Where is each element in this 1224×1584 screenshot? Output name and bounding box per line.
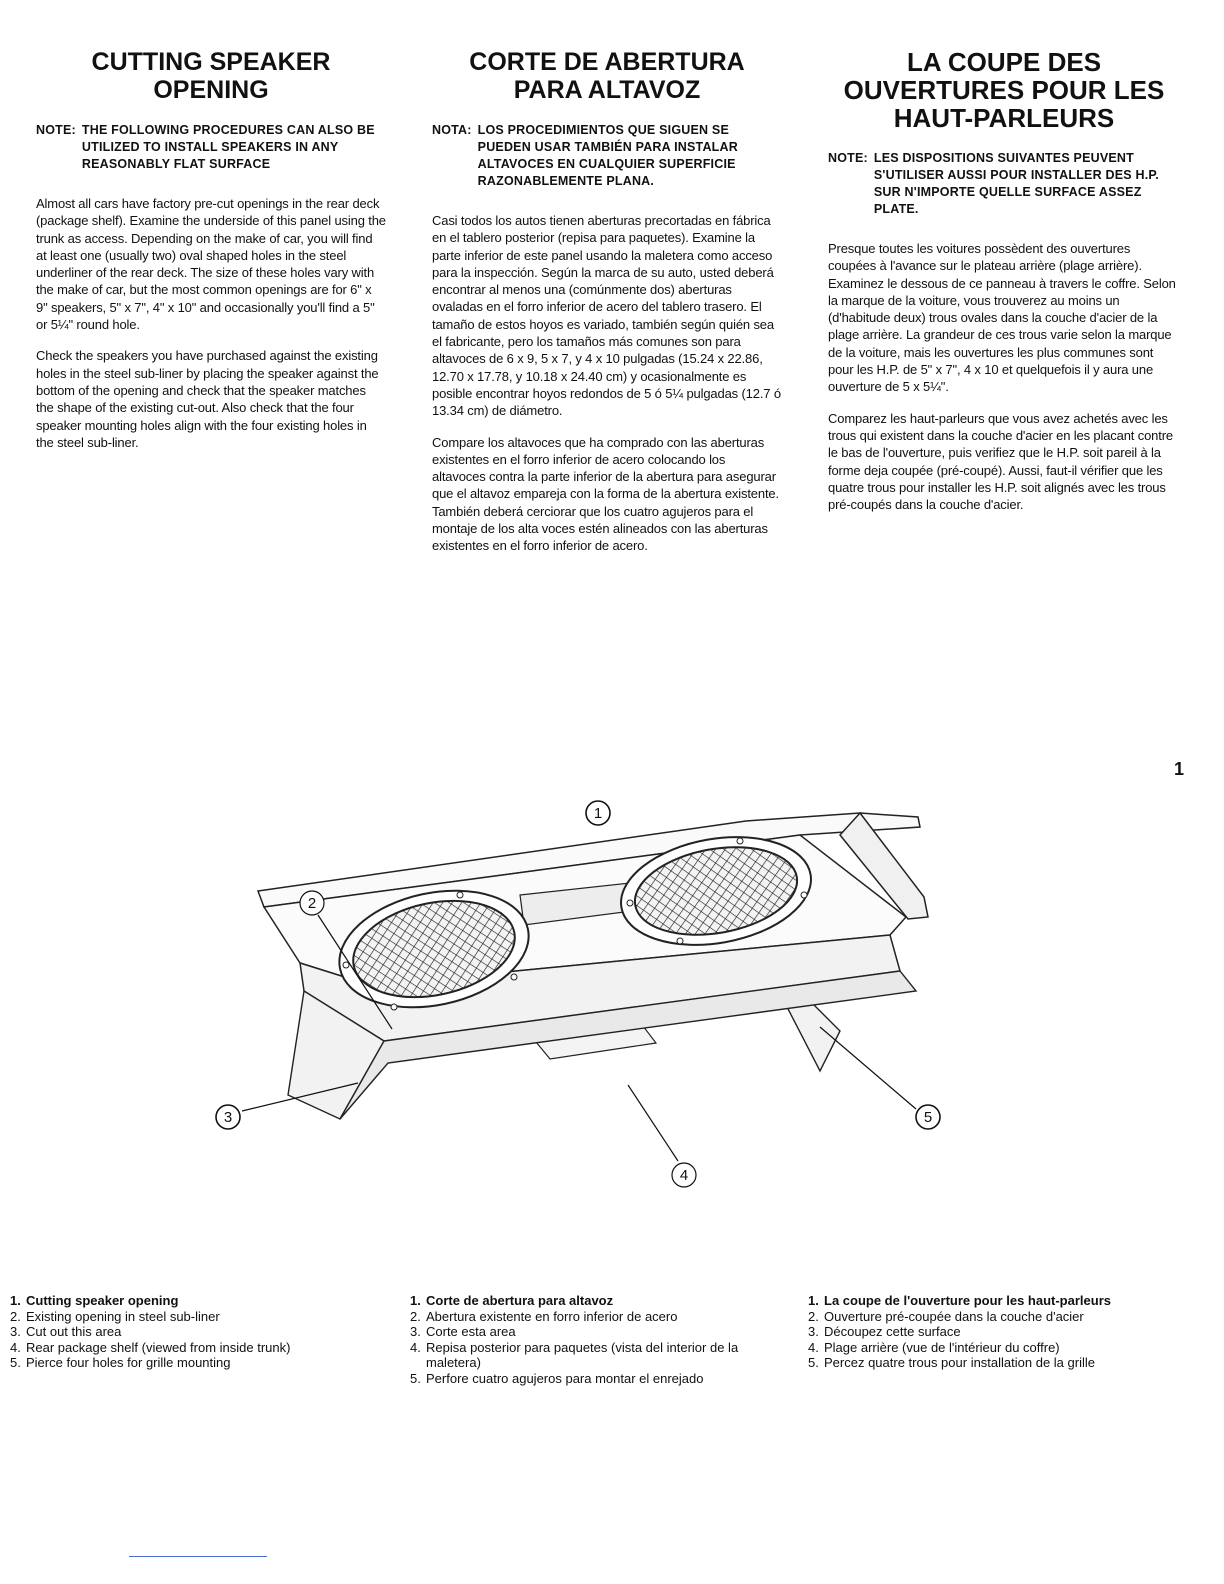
legend-item: 1. Corte de abertura para altavoz bbox=[410, 1293, 614, 1308]
callout-2-label: 2 bbox=[307, 895, 317, 912]
legend-item: 5. Percez quatre trous pour installation de la grille bbox=[808, 1355, 1095, 1370]
callout-4-label: 4 bbox=[679, 1167, 689, 1184]
legend-item: 1. La coupe de l'ouverture pour les haut-parleurs bbox=[808, 1293, 1111, 1308]
legend-item: 3. Cut out this area bbox=[10, 1324, 122, 1339]
left-mounting-hole bbox=[457, 892, 463, 898]
left-mounting-hole bbox=[391, 1004, 397, 1010]
right-mounting-hole bbox=[677, 938, 683, 944]
legend-french bbox=[808, 1293, 1168, 1371]
paragraph-french-1: Presque toutes les voitures possèdent des ouvertures coupées à l'avance sur le plateau arrière (plage arrière). Examinez le dessous de ce panneau à travers le coffre. Selon la marque de la voiture, vous trouverez au moins un (d'habitude deux) trous ovales dans la couche d'acier de la plage arrière. La grandeur de ces trous varie selon la marque de la voiture, mais les ouvertures les plus communes sont pour les H.P. de 5" x 7", 4 x 10 et quelquefois il y aura une ouverture de 5 x 5¼". bbox=[828, 241, 1176, 395]
callout-1-label: 1 bbox=[593, 805, 603, 822]
title-english: CUTTING SPEAKER OPENING bbox=[91, 48, 331, 104]
column-spanish bbox=[432, 48, 782, 569]
left-mounting-hole bbox=[511, 974, 517, 980]
legend-english bbox=[10, 1293, 340, 1371]
legend-item: 2. Ouverture pré-coupée dans la couche d'acier bbox=[808, 1308, 1084, 1324]
legend-item: 3. Corte esta area bbox=[410, 1324, 516, 1339]
paragraph-french-2: Comparez les haut-parleurs que vous avez achetés avec les trous qui existent dans la couche d'acier en les placant contre le bas de l'ouverture, puis verifiez que le H.P. soit pareil à la forme deja coupée (pré-coupé). Aussi, faut-il vérifier que les quatre trous pour installer les H.P. soit alignés avec les trous pré-coupés dans la couche d'acier. bbox=[828, 410, 1173, 513]
legend-item: 2. Abertura existente en forro inferior de acero bbox=[410, 1308, 678, 1324]
note-label-spanish: NOTA: bbox=[432, 123, 472, 137]
note-spanish bbox=[432, 122, 782, 190]
callout-5-label: 5 bbox=[923, 1109, 933, 1126]
column-french bbox=[828, 48, 1180, 527]
right-mounting-hole bbox=[801, 892, 807, 898]
legend-item: 1. Cutting speaker opening bbox=[10, 1293, 179, 1308]
legend-item: 5. Pierce four holes for grille mounting bbox=[10, 1355, 231, 1370]
column-english bbox=[36, 48, 386, 465]
right-mounting-hole bbox=[627, 900, 633, 906]
right-mounting-hole bbox=[737, 838, 743, 844]
note-text-spanish: LOS PROCEDIMIENTOS QUE SIGUEN SE PUEDEN USAR TAMBIÉN PARA INSTALAR ALTAVOCES EN CUALQUIER SUPERFICIE RAZONABLEMENTE PLANA. bbox=[477, 123, 738, 188]
paragraph-english-1: Almost all cars have factory pre-cut openings in the rear deck (package shelf). Examine the underside of this panel using the trunk as access. Depending on the make of car, you will find at least one (usually two) oval shaped holes in the steel underliner of the rear deck. The size of these holes vary with the make of car, but the most common openings are for 6" x 9" speakers, 5" x 7", 4" x 10" and occasionally you'll find a 5" or 5¼" round hole. bbox=[36, 196, 386, 333]
note-text-french: LES DISPOSITIONS SUIVANTES PEUVENT S'UTILISER AUSSI POUR INSTALLER DES H.P. SUR N'IMPORTE QUELLE SURFACE ASSEZ PLATE. bbox=[873, 151, 1159, 216]
footer-rule bbox=[129, 1556, 267, 1557]
legend-item: 5. Perfore cuatro agujeros para montar el enrejado bbox=[410, 1370, 704, 1386]
paragraph-english-2: Check the speakers you have purchased against the existing holes in the steel sub-liner by placing the speaker against the bottom of the opening and check that the speaker matches the shape of the existing cut-out. Also check that the four speaker mounting holes align with the four existing holes in the steel sub-liner. bbox=[36, 348, 379, 450]
legend-item: 4. Repisa posterior para paquetes (vista del interior de la maletera) bbox=[410, 1339, 739, 1370]
note-french bbox=[828, 150, 1180, 218]
legend-item: 2. Existing opening in steel sub-liner bbox=[10, 1308, 220, 1324]
callout-3-label: 3 bbox=[223, 1109, 233, 1126]
callout-5-leader bbox=[820, 1027, 916, 1109]
speaker-shelf-diagram bbox=[200, 795, 990, 1195]
paragraph-spanish-1: Casi todos los autos tienen aberturas precortadas en fábrica en el tablero posterior (repisa para paquetes). Examine la parte inferior de este panel usando la maletera como acceso para la inspección. Según la marca de su auto, usted deberá encontrar al menos una (comúnmente dos) aberturas ovaladas en el forro inferior de acero del tablero trasero. El tamaño de estos hoyos es variado, también según quién sea el fabricante, pero los tamaños más comunes son para altavoces de 6 x 9, 5 x 7, y 4 x 10 pulgadas (15.24 x 22.86, 12.70 x 17.78, y 10.18 x 24.40 cm) y ocasionalmente es posible encontrar hoyos redondos de 5 ó 5¼ pulgadas (12.7 ó 13.34 cm) de diámetro. bbox=[432, 213, 781, 419]
legend-item: 3. Découpez cette surface bbox=[808, 1324, 961, 1339]
legend-item: 4. Plage arrière (vue de l'intérieur du coffre) bbox=[808, 1339, 1060, 1355]
title-spanish: CORTE DE ABERTURA PARA ALTAVOZ bbox=[469, 48, 745, 104]
note-label-english: NOTE: bbox=[36, 123, 76, 137]
legend-item: 4. Rear package shelf (viewed from inside trunk) bbox=[10, 1339, 291, 1355]
speaker-shelf-figure bbox=[200, 795, 990, 1195]
note-english bbox=[36, 122, 386, 173]
note-label-french: NOTE: bbox=[828, 151, 868, 165]
legend-spanish bbox=[410, 1293, 770, 1386]
note-text-english: THE FOLLOWING PROCEDURES CAN ALSO BE UTILIZED TO INSTALL SPEAKERS IN ANY REASONABLY FLAT SURFACE bbox=[81, 123, 375, 171]
callout-4-leader bbox=[628, 1085, 678, 1161]
paragraph-spanish-2: Compare los altavoces que ha comprado con las aberturas existentes en el forro inferior de acero colocando los altavoces contra la parte inferior de la abertura para asegurar que el altavoz empareja con la forma de la abertura existente. También deberá cerciorar que los cuatro agujeros para el montaje de los alta voces estén alineados con las aberturas existentes en el forro inferior de acero. bbox=[432, 434, 779, 554]
page-marker: 1 bbox=[1174, 759, 1185, 779]
title-french: LA COUPE DES OUVERTURES POUR LES HAUT-PARLEURS bbox=[843, 47, 1165, 133]
left-mounting-hole bbox=[343, 962, 349, 968]
